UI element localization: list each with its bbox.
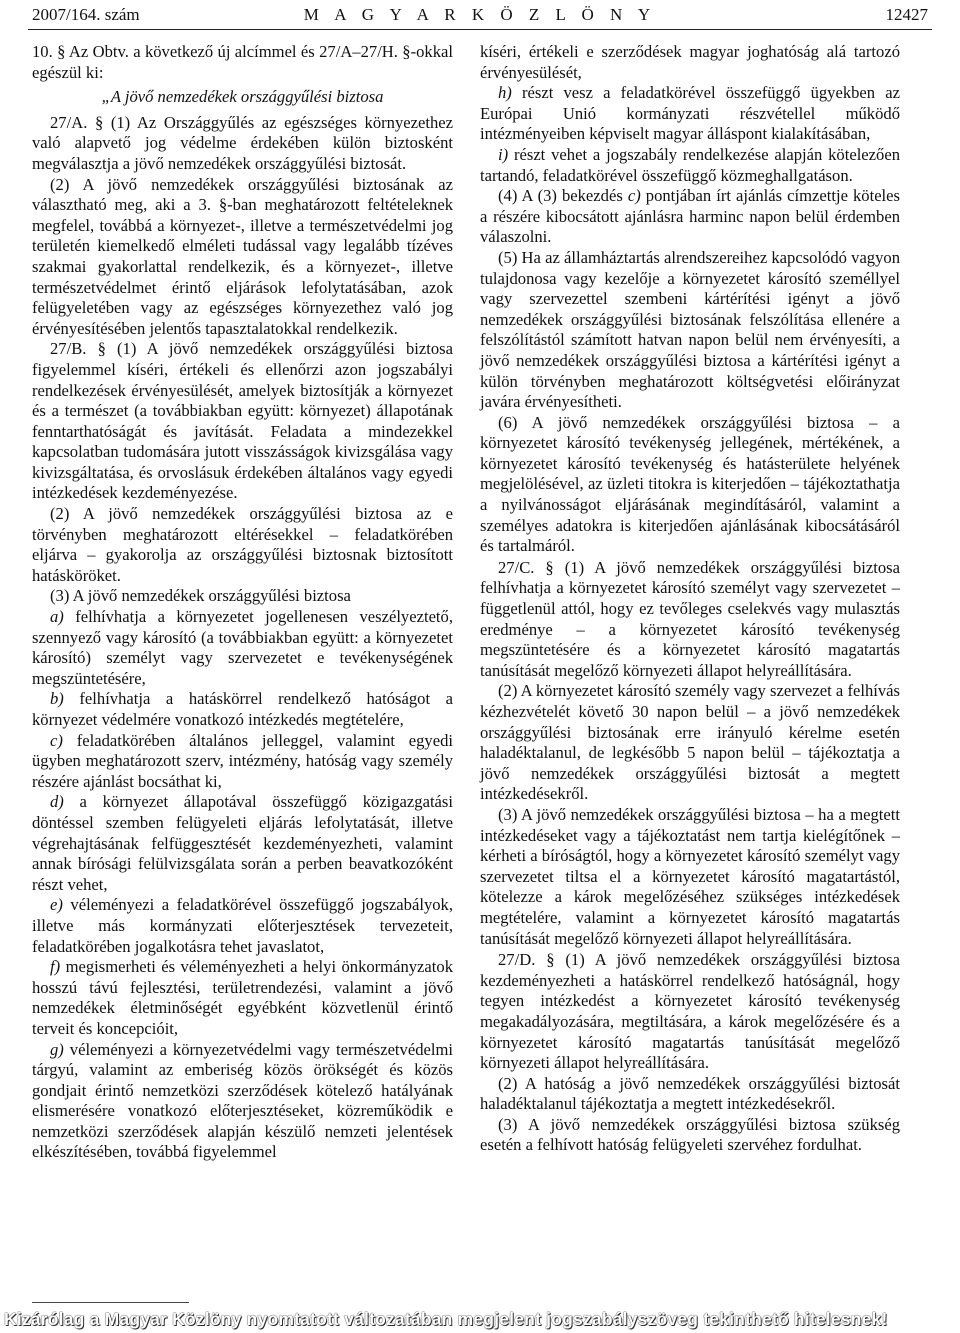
paragraph [32,42,453,83]
paragraph [32,957,453,1039]
point-label: h) [498,83,512,103]
paragraph [480,413,900,557]
point-label: i) [498,144,509,164]
paragraph [480,805,900,949]
paragraph-text: 27/D. § (1) A jövő nemzedékek országgyűlési biztosa kezdeményezheti a hatáskörrel rendelkező hatóságnál, hogy tegyen intézkedést a környezetet károsító tevékenység megakadályozására, megtiltására, a károk megelőzésére és a környezetet károsító magatartás tanúsítását megelőző környezeti állapot helyreállítására. [480,950,900,1073]
paragraph-text: (2) A hatóság a jövő nemzedékek országgyűlési biztosát haladéktalanul tájékoztatja a megtett intézkedésekről. [480,1073,900,1114]
paragraph [32,792,453,895]
paragraph [480,1074,900,1115]
paragraph-text: 27/A. § (1) Az Országgyűlés az egészséges környezethez való alapvető jog védelme érdekében külön biztosként megválasztja a jövő nemzedékek országgyűlési biztosát. [32,112,453,173]
paragraph-text: kíséri, értékeli e szerződések magyar joghatóság alá tartozó érvényesülését, [480,42,900,82]
paragraph [32,1040,453,1164]
paragraph [32,689,453,730]
paragraph [480,1115,900,1156]
paragraph-text: 10. § Az Obtv. a következő új alcímmel és 27/A–27/H. §-okkal egészül ki: [32,42,453,82]
paragraph-text: 27/C. § (1) A jövő nemzedékek országgyűlési biztosa felhívhatja a környezetet károsító személyt vagy szervezetet – függetlenül attól, hogy ez tevőleges cselekvés vagy mulasztás eredménye – a környezetet károsító tevékenység megszüntetésére és a környezetet károsító magatartás tanúsítását megelőző környezeti állapot helyreállítására. [480,557,900,680]
paragraph [32,607,453,689]
right-column [480,42,900,1156]
point-label: g) [50,1039,64,1059]
paragraph-text: 27/B. § (1) A jövő nemzedékek országgyűlési biztosa figyelemmel kíséri, értékeli és ellenőrzi azon jogszabályi rendelkezések érvényesülését, amelyek biztosítják a környezet és a természet (a továbbiakban együtt: környezet) állapotának fenntarthatóságát és javítását. Feladata a mindezekkel kapcsolatban tudomására jutott visszásságok kivizsgálása vagy kivizsgáltatása, és orvoslásuk érdekében általános vagy egyedi intézkedések kezdeményezése. [32,339,453,503]
page-header [32,4,928,26]
paragraph [480,950,900,1074]
paragraph-text: (2) A jövő nemzedékek országgyűlési biztosa az e törvényben meghatározott eltérésekkel – feladatkörében eljárva – gyakorolja az országgyűlési biztosnak biztosított hatásköröket. [32,504,453,585]
issue-number: 2007/164. szám [32,5,140,24]
paragraph-text: megismerheti és véleményezheti a helyi önkormányzatok hosszú távú fejlesztési, területrendezési, valamint a jövő nemzedékek életminőségét egyébként közvetlenül érintő terveit és koncepcióit, [32,957,453,1038]
paragraph-text: (5) Ha az államháztartás alrendszereihez kapcsolódó vagyon tulajdonosa vagy kezelője a környezetet károsító személlyel vagy szervezettel szembeni kártérítési igényt a jövő nemzedékek országgyűlési biztosának felszólítása ellenére a felszólítástól számított hatvan napon belül nem érvényesíti, a jövő nemzedékek országgyűlési biztosa a kártérítési igényt a külön törvényben meghatározott költségvetési előirányzat javára érvényesítheti. [480,247,900,412]
paragraph [480,83,900,145]
paragraph-text: felhívhatja a hatáskörrel rendelkező hatóságot a környezet védelmére vonatkozó intézkedés megtételére, [32,689,453,729]
point-label: f) [50,957,61,977]
point-label: b) [50,689,64,709]
paragraph [480,145,900,186]
paragraph [480,42,900,83]
point-label: a) [50,607,64,627]
point-label: d) [50,792,64,812]
footer-rule [32,1302,189,1303]
paragraph [480,558,900,682]
point-reference: c) [627,186,641,206]
page-number: 12427 [885,5,928,24]
paragraph-text: (4) A (3) bekezdés [498,186,628,206]
paragraph [32,175,453,340]
paragraph-text: részt vehet a jogszabály rendelkezése alapján kötelezően tartandó, feladatkörével összefüggő közmeghallgatáson. [480,144,900,185]
paragraph-text: „A jövő nemzedékek országgyűlési biztosa [101,87,384,107]
point-label: e) [50,895,63,915]
paragraph [32,113,453,175]
paragraph-text: (3) A jövő nemzedékek országgyűlési biztosa [50,586,351,606]
paragraph [480,186,900,248]
paragraph-text: (2) A környezetet károsító személy vagy szervezet a felhívás kézhezvételét követő 30 napon belül – a jövő nemzedékek országgyűlési biztosának erre irányuló kérelme esetén haladéktalanul, de legkésőbb 5 napon belül – tájékoztatja a jövő nemzedékek országgyűlési biztosát a megtett intézkedésekről. [480,681,900,804]
paragraph-text: (3) A jövő nemzedékek országgyűlési biztosa – ha a megtett intézkedéseket vagy a tájékoztatást nem tartja kielégítőnek – kérheti a bíróságtól, hogy a környezetet károsító személyt vagy szervezetet tiltsa el a környezetet károsító magatartástól, kötelezze a károk megelőzéséhez szükséges intézkedések megtételére, valamint a környezetet károsító magatartás tanúsítását megelőző környezeti állapot helyreállítására. [480,804,900,948]
paragraph-text: véleményezi a környezetvédelmi vagy természetvédelmi tárgyú, valamint az emberiség közös örökségét és közös gondjait érintő nemzetközi szerződések kötelező hatályának elismerésére vonatkozó előterjesztéseket, közreműködik e nemzetközi szerződések alapján készülő nemzeti jelentések elkészítésében, továbbá figyelemmel [32,1039,453,1162]
paragraph-text: (3) A jövő nemzedékek országgyűlési biztosa szükség esetén a felhívott hatóság felügyeleti szervéhez fordulhat. [480,1114,900,1155]
point-label: c) [50,730,63,750]
paragraph [32,731,453,793]
paragraph-text: részt vesz a feladatkörével összefüggő ügyekben az Európai Unió kormányzati részvétellel működő intézményeiben képviselt magyar álláspont kialakításában, [480,83,900,144]
paragraph-text: a környezet állapotával összefüggő közigazgatási döntéssel szemben felügyeleti eljárás lefolytatását, illetve végrehajtásának felfüggesztését kezdeményezheti, valamint annak bírósági felülvizsgálata során a perben beavatkozóként részt vehet, [32,792,453,894]
paragraph [32,504,453,586]
paragraph-text: (6) A jövő nemzedékek országgyűlési biztosa – a környezetet károsító tevékenység jellegének, mértékének, a környezetet károsító tevékenység és hatásterülete helyének megjelölésével, az üzleti titokra is kiterjedően – tájékoztathatja a nyilvánosságot eljárásának megindításáról, valamint a személyes adatokra is kiterjedően ajánlásának kibocsátásáról és tartalmáról. [480,412,900,556]
paragraph [32,339,453,504]
left-column [32,42,453,1163]
paragraph-text: (2) A jövő nemzedékek országgyűlési biztosának az választható meg, aki a 3. §-ban meghatározott feltételeknek megfelel, továbbá a környezet-, illetve a természetvédelmi jog területén kiemelkedő elméleti tudással vagy legalább tízéves szakmai gyakorlattal rendelkezik, és a környezet-, illetve természetvédelmet érintő eljárások lefolytatásában, azok felügyeletében vagy az egészséges környezethez való jog érvényesítésében jelentős tapasztalatokkal rendelkezik. [32,174,453,338]
paragraph [32,895,453,957]
header-rule [28,29,932,30]
paragraph [32,87,453,108]
paragraph-text: pontjában írt ajánlás címzettje köteles a részére kibocsátott ajánlásra harminc napon belül érdemben válaszolni. [480,186,900,247]
paragraph-text: feladatkörében általános jelleggel, valamint egyedi ügyben meghatározott szerv, intézmény, hatóság vagy személy részére ajánlást bocsáthat ki, [32,730,453,791]
paragraph-text: véleményezi a feladatkörével összefüggő jogszabályok, illetve más kormányzati előterjesztések tervezeteit, feladatkörében jogalkotásra tehet javaslatot, [32,895,453,956]
authenticity-notice: Kizárólag a Magyar Közlöny nyomtatott változatában megjelent jogszabályszöveg tekinthető hitelesnek! [4,1309,888,1329]
paragraph [32,586,453,607]
publication-title: M A G Y A R K Ö Z L Ö N Y [303,5,657,24]
paragraph [480,248,900,413]
paragraph-text: felhívhatja a környezetet jogellenesen veszélyeztető, szennyező vagy károsító (a továbbiakban együtt: a környezetet károsító) személyt vagy szervezetet e tevékenységének megszüntetésére, [32,607,453,688]
paragraph [480,681,900,805]
